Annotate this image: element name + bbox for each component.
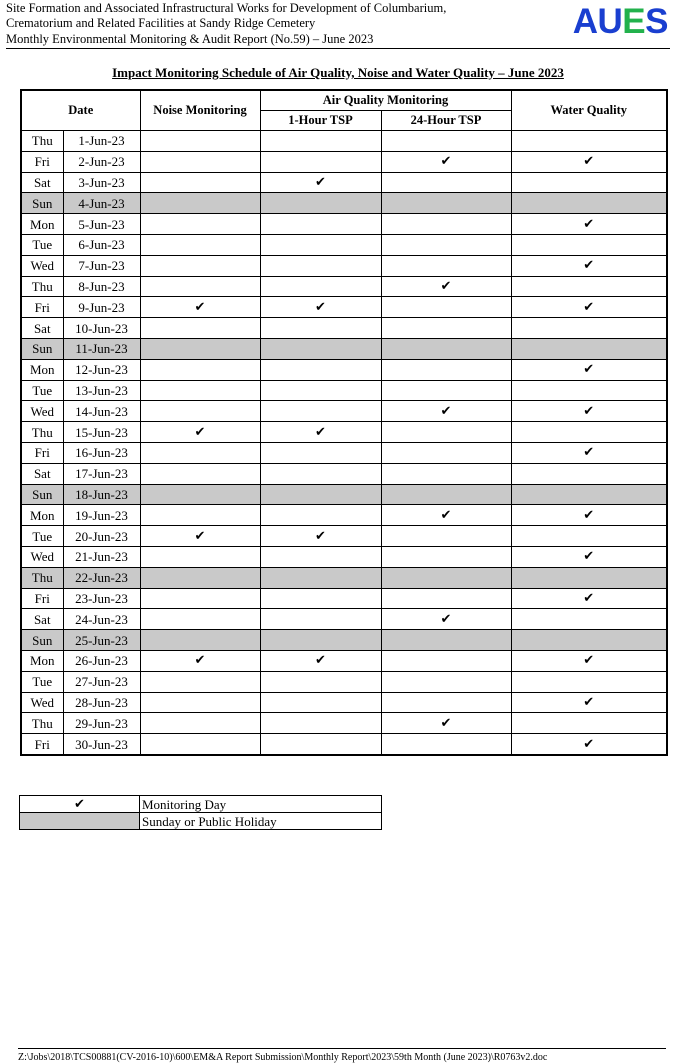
logo-letter-u: U [597,2,623,41]
tsp24-cell [381,671,511,692]
tsp1-cell [260,734,381,755]
table-row [21,630,667,651]
legend-holiday-swatch [20,813,140,830]
noise-cell [140,338,260,359]
table-row [21,671,667,692]
header-text [6,1,670,47]
noise-cell: ✔ [140,526,260,547]
noise-cell [140,505,260,526]
table-row [21,193,667,214]
day-cell: Thu [21,713,63,734]
header-line-3: Monthly Environmental Monitoring & Audit Report (No.59) – June 2023 [6,31,374,46]
header-air-quality: Air Quality Monitoring [260,90,511,111]
tsp1-cell [260,214,381,235]
tsp24-cell: ✔ [381,276,511,297]
noise-cell: ✔ [140,650,260,671]
date-cell: 30-Jun-23 [63,734,140,755]
header-24hr-tsp: 24-Hour TSP [381,111,511,131]
logo-letter-s: S [645,2,668,41]
tsp1-cell [260,151,381,172]
water-cell: ✔ [511,359,667,380]
tsp24-cell [381,193,511,214]
noise-cell [140,567,260,588]
day-cell: Fri [21,734,63,755]
water-cell: ✔ [511,505,667,526]
water-cell [511,338,667,359]
tsp1-cell [260,588,381,609]
tsp24-cell [381,630,511,651]
table-row [21,338,667,359]
date-cell: 20-Jun-23 [63,526,140,547]
logo-letter-e: E [622,2,646,41]
table-row [21,255,667,276]
water-cell: ✔ [511,650,667,671]
water-cell: ✔ [511,546,667,567]
tsp24-cell [381,422,511,443]
date-cell: 9-Jun-23 [63,297,140,318]
tsp1-cell [260,671,381,692]
table-row [21,297,667,318]
table-row [21,318,667,339]
date-cell: 29-Jun-23 [63,713,140,734]
tsp24-cell: ✔ [381,401,511,422]
table-row [21,484,667,505]
tsp1-cell [260,609,381,630]
day-cell: Thu [21,567,63,588]
noise-cell [140,234,260,255]
water-cell [511,193,667,214]
noise-cell [140,401,260,422]
date-cell: 13-Jun-23 [63,380,140,401]
tsp24-cell [381,255,511,276]
table-row [21,463,667,484]
tsp1-cell [260,567,381,588]
table-row [21,401,667,422]
water-cell [511,172,667,193]
date-cell: 14-Jun-23 [63,401,140,422]
tsp24-cell [381,172,511,193]
table-header-row-1 [21,90,667,111]
table-row [21,234,667,255]
noise-cell [140,359,260,380]
water-cell [511,318,667,339]
tsp1-cell [260,131,381,152]
tsp1-cell: ✔ [260,526,381,547]
water-cell: ✔ [511,255,667,276]
noise-cell [140,442,260,463]
tsp24-cell [381,214,511,235]
noise-cell [140,630,260,651]
noise-cell [140,151,260,172]
day-cell: Fri [21,588,63,609]
water-cell [511,380,667,401]
date-cell: 1-Jun-23 [63,131,140,152]
day-cell: Wed [21,546,63,567]
file-path-footer: Z:\Jobs\2018\TCS00881(CV-2016-10)\600\EM&A Report Submission\Monthly Report\2023\59th Month (June 2023)\R0763v2.doc [18,1048,666,1064]
day-cell: Tue [21,671,63,692]
table-row [21,442,667,463]
tsp1-cell: ✔ [260,650,381,671]
table-row [21,359,667,380]
tsp24-cell [381,463,511,484]
table-row [21,172,667,193]
logo-letter-a: A [572,2,598,41]
date-cell: 3-Jun-23 [63,172,140,193]
legend-row-holiday [20,813,382,830]
water-cell: ✔ [511,588,667,609]
water-cell [511,234,667,255]
header-date: Date [21,90,140,131]
noise-cell [140,671,260,692]
day-cell: Sun [21,630,63,651]
date-cell: 18-Jun-23 [63,484,140,505]
date-cell: 16-Jun-23 [63,442,140,463]
legend-check-icon: ✔ [20,796,140,813]
header-1hr-tsp: 1-Hour TSP [260,111,381,131]
schedule-body [21,131,667,755]
tsp24-cell [381,650,511,671]
noise-cell: ✔ [140,422,260,443]
day-cell: Thu [21,422,63,443]
water-cell [511,630,667,651]
legend-monitoring-label: Monitoring Day [140,796,382,813]
tsp24-cell [381,338,511,359]
tsp24-cell: ✔ [381,505,511,526]
water-cell [511,131,667,152]
tsp24-cell: ✔ [381,609,511,630]
table-row [21,692,667,713]
day-cell: Mon [21,359,63,380]
tsp1-cell: ✔ [260,422,381,443]
table-row [21,588,667,609]
water-cell: ✔ [511,214,667,235]
noise-cell [140,609,260,630]
day-cell: Mon [21,505,63,526]
table-row [21,380,667,401]
date-cell: 15-Jun-23 [63,422,140,443]
tsp1-cell [260,401,381,422]
day-cell: Sat [21,609,63,630]
tsp24-cell [381,442,511,463]
date-cell: 10-Jun-23 [63,318,140,339]
date-cell: 4-Jun-23 [63,193,140,214]
tsp24-cell [381,297,511,318]
day-cell: Wed [21,255,63,276]
date-cell: 26-Jun-23 [63,650,140,671]
date-cell: 6-Jun-23 [63,234,140,255]
tsp1-cell [260,318,381,339]
tsp24-cell [381,567,511,588]
water-cell: ✔ [511,401,667,422]
document-header [6,1,670,49]
day-cell: Thu [21,131,63,152]
tsp1-cell [260,692,381,713]
day-cell: Tue [21,234,63,255]
schedule-title [0,65,676,81]
noise-cell [140,713,260,734]
water-cell [511,609,667,630]
date-cell: 7-Jun-23 [63,255,140,276]
date-cell: 23-Jun-23 [63,588,140,609]
water-cell: ✔ [511,734,667,755]
table-row [21,526,667,547]
day-cell: Sun [21,484,63,505]
noise-cell [140,734,260,755]
table-row [21,276,667,297]
tsp24-cell [381,484,511,505]
noise-cell [140,546,260,567]
date-cell: 2-Jun-23 [63,151,140,172]
date-cell: 17-Jun-23 [63,463,140,484]
schedule-title-text: Impact Monitoring Schedule of Air Quality, Noise and Water Quality – June 2023 [112,65,564,80]
table-row [21,567,667,588]
noise-cell [140,380,260,401]
legend-row-monitoring [20,796,382,813]
date-cell: 28-Jun-23 [63,692,140,713]
tsp1-cell [260,234,381,255]
header-noise: Noise Monitoring [140,90,260,131]
noise-cell [140,193,260,214]
noise-cell [140,484,260,505]
water-cell: ✔ [511,297,667,318]
noise-cell [140,214,260,235]
tsp1-cell [260,193,381,214]
water-cell: ✔ [511,692,667,713]
tsp1-cell: ✔ [260,297,381,318]
tsp1-cell [260,359,381,380]
tsp1-cell: ✔ [260,172,381,193]
tsp1-cell [260,442,381,463]
water-cell [511,567,667,588]
tsp24-cell [381,131,511,152]
tsp1-cell [260,380,381,401]
noise-cell [140,692,260,713]
day-cell: Tue [21,380,63,401]
water-cell [511,526,667,547]
tsp1-cell [260,713,381,734]
water-cell: ✔ [511,442,667,463]
date-cell: 25-Jun-23 [63,630,140,651]
tsp24-cell [381,734,511,755]
table-row [21,546,667,567]
date-cell: 27-Jun-23 [63,671,140,692]
tsp24-cell [381,318,511,339]
day-cell: Sat [21,318,63,339]
date-cell: 11-Jun-23 [63,338,140,359]
date-cell: 24-Jun-23 [63,609,140,630]
day-cell: Sun [21,338,63,359]
legend-holiday-label: Sunday or Public Holiday [140,813,382,830]
tsp1-cell [260,338,381,359]
monitoring-schedule-table [20,89,668,756]
day-cell: Mon [21,650,63,671]
date-cell: 5-Jun-23 [63,214,140,235]
tsp24-cell [381,234,511,255]
day-cell: Wed [21,692,63,713]
table-row [21,609,667,630]
water-cell [511,713,667,734]
table-row [21,650,667,671]
noise-cell [140,131,260,152]
table-row [21,214,667,235]
day-cell: Sat [21,172,63,193]
water-cell: ✔ [511,151,667,172]
date-cell: 8-Jun-23 [63,276,140,297]
tsp24-cell: ✔ [381,713,511,734]
tsp1-cell [260,255,381,276]
table-row [21,713,667,734]
tsp1-cell [260,484,381,505]
tsp1-cell [260,630,381,651]
date-cell: 19-Jun-23 [63,505,140,526]
table-row [21,131,667,152]
noise-cell [140,588,260,609]
legend-table [19,795,382,830]
day-cell: Sat [21,463,63,484]
date-cell: 22-Jun-23 [63,567,140,588]
day-cell: Wed [21,401,63,422]
tsp24-cell [381,546,511,567]
table-row [21,734,667,755]
tsp24-cell [381,692,511,713]
noise-cell [140,318,260,339]
day-cell: Fri [21,151,63,172]
water-cell [511,276,667,297]
water-cell [511,422,667,443]
table-row [21,422,667,443]
noise-cell [140,172,260,193]
day-cell: Fri [21,297,63,318]
tsp24-cell [381,380,511,401]
header-line-1: Site Formation and Associated Infrastructural Works for Development of Columbarium, [6,1,447,15]
tsp24-cell: ✔ [381,151,511,172]
table-row [21,151,667,172]
tsp24-cell [381,588,511,609]
day-cell: Tue [21,526,63,547]
tsp1-cell [260,463,381,484]
header-line-2: Crematorium and Related Facilities at Sandy Ridge Cemetery [6,16,316,31]
tsp1-cell [260,505,381,526]
noise-cell [140,276,260,297]
tsp1-cell [260,546,381,567]
tsp1-cell [260,276,381,297]
noise-cell [140,255,260,276]
water-cell [511,463,667,484]
water-cell [511,484,667,505]
aues-logo [573,3,668,41]
header-water-quality: Water Quality [511,90,667,131]
tsp24-cell [381,359,511,380]
noise-cell [140,463,260,484]
noise-cell: ✔ [140,297,260,318]
day-cell: Fri [21,442,63,463]
day-cell: Sun [21,193,63,214]
tsp24-cell [381,526,511,547]
day-cell: Mon [21,214,63,235]
date-cell: 21-Jun-23 [63,546,140,567]
day-cell: Thu [21,276,63,297]
date-cell: 12-Jun-23 [63,359,140,380]
table-row [21,505,667,526]
water-cell [511,671,667,692]
